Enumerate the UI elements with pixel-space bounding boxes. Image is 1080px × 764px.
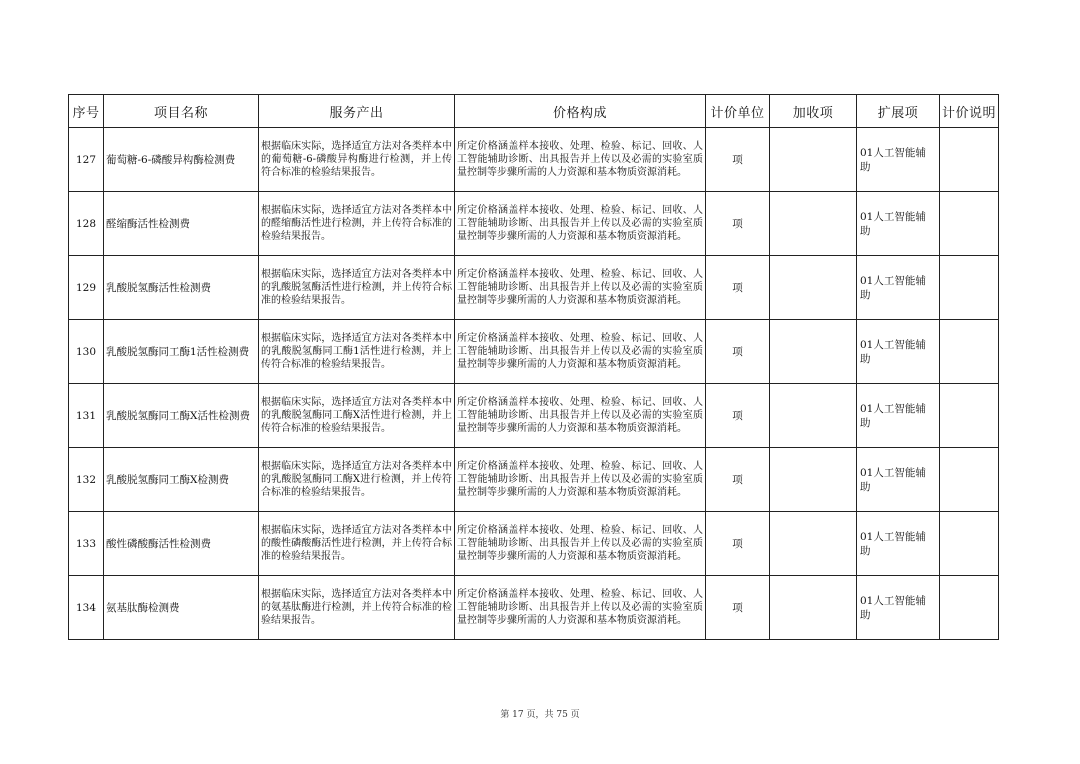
cell-service-output: 根据临床实际，选择适宜方法对各类样本中的氨基肽酶进行检测，并上传符合标准的检验结果报告。 (259, 576, 455, 640)
cell-price-composition: 所定价格涵盖样本接收、处理、检验、标记、回收、人工智能辅助诊断、出具报告并上传以及必需的实验室质量控制等步骤所需的人力资源和基本物质资源消耗。 (455, 256, 706, 320)
cell-price-composition: 所定价格涵盖样本接收、处理、检验、标记、回收、人工智能辅助诊断、出具报告并上传以及必需的实验室质量控制等步骤所需的人力资源和基本物质资源消耗。 (455, 576, 706, 640)
cell-service-output: 根据临床实际，选择适宜方法对各类样本中的酸性磷酸酶活性进行检测，并上传符合标准的检验结果报告。 (259, 512, 455, 576)
header-extension: 扩展项 (857, 95, 940, 128)
cell-no: 132 (69, 448, 104, 512)
table-body (69, 128, 999, 640)
cell-pricing-unit: 项 (706, 448, 770, 512)
table-header-row (69, 95, 999, 128)
table-row (69, 384, 999, 448)
cell-item-name: 葡萄糖-6-磷酸异构酶检测费 (104, 128, 259, 192)
header-no: 序号 (69, 95, 104, 128)
cell-service-output: 根据临床实际，选择适宜方法对各类样本中的乳酸脱氢酶同工酶1活性进行检测，并上传符合标准的检验结果报告。 (259, 320, 455, 384)
cell-extension: 01人工智能辅助 (857, 448, 940, 512)
table-row (69, 128, 999, 192)
cell-pricing-note (940, 384, 999, 448)
cell-item-name: 酸性磷酸酶活性检测费 (104, 512, 259, 576)
cell-pricing-note (940, 128, 999, 192)
cell-service-output: 根据临床实际，选择适宜方法对各类样本中的乳酸脱氢酶活性进行检测，并上传符合标准的检验结果报告。 (259, 256, 455, 320)
cell-price-composition: 所定价格涵盖样本接收、处理、检验、标记、回收、人工智能辅助诊断、出具报告并上传以及必需的实验室质量控制等步骤所需的人力资源和基本物质资源消耗。 (455, 128, 706, 192)
cell-no: 127 (69, 128, 104, 192)
cell-extension: 01人工智能辅助 (857, 512, 940, 576)
cell-no: 128 (69, 192, 104, 256)
cell-surcharge (770, 192, 857, 256)
header-item-name: 项目名称 (104, 95, 259, 128)
cell-price-composition: 所定价格涵盖样本接收、处理、检验、标记、回收、人工智能辅助诊断、出具报告并上传以及必需的实验室质量控制等步骤所需的人力资源和基本物质资源消耗。 (455, 192, 706, 256)
cell-surcharge (770, 320, 857, 384)
cell-pricing-note (940, 512, 999, 576)
cell-item-name: 乳酸脱氢酶活性检测费 (104, 256, 259, 320)
cell-price-composition: 所定价格涵盖样本接收、处理、检验、标记、回收、人工智能辅助诊断、出具报告并上传以及必需的实验室质量控制等步骤所需的人力资源和基本物质资源消耗。 (455, 320, 706, 384)
cell-surcharge (770, 448, 857, 512)
table-row (69, 512, 999, 576)
price-table (68, 94, 999, 640)
cell-extension: 01人工智能辅助 (857, 384, 940, 448)
table-row (69, 256, 999, 320)
cell-surcharge (770, 576, 857, 640)
page-number: 第 17 页，共 75 页 (500, 710, 580, 720)
cell-item-name: 醛缩酶活性检测费 (104, 192, 259, 256)
cell-pricing-unit: 项 (706, 384, 770, 448)
cell-extension: 01人工智能辅助 (857, 576, 940, 640)
header-service-output: 服务产出 (259, 95, 455, 128)
table-row (69, 576, 999, 640)
table-row (69, 192, 999, 256)
cell-item-name: 乳酸脱氢酶同工酶X检测费 (104, 448, 259, 512)
cell-price-composition: 所定价格涵盖样本接收、处理、检验、标记、回收、人工智能辅助诊断、出具报告并上传以及必需的实验室质量控制等步骤所需的人力资源和基本物质资源消耗。 (455, 448, 706, 512)
cell-item-name: 乳酸脱氢酶同工酶1活性检测费 (104, 320, 259, 384)
cell-pricing-unit: 项 (706, 576, 770, 640)
cell-extension: 01人工智能辅助 (857, 192, 940, 256)
cell-surcharge (770, 512, 857, 576)
cell-pricing-unit: 项 (706, 256, 770, 320)
cell-surcharge (770, 256, 857, 320)
cell-pricing-unit: 项 (706, 320, 770, 384)
price-table-page (68, 94, 998, 640)
table-row (69, 448, 999, 512)
cell-pricing-unit: 项 (706, 512, 770, 576)
cell-no: 134 (69, 576, 104, 640)
cell-extension: 01人工智能辅助 (857, 320, 940, 384)
cell-service-output: 根据临床实际，选择适宜方法对各类样本中的乳酸脱氢酶同工酶X活性进行检测，并上传符合标准的检验结果报告。 (259, 384, 455, 448)
cell-price-composition: 所定价格涵盖样本接收、处理、检验、标记、回收、人工智能辅助诊断、出具报告并上传以及必需的实验室质量控制等步骤所需的人力资源和基本物质资源消耗。 (455, 384, 706, 448)
cell-no: 133 (69, 512, 104, 576)
header-pricing-unit: 计价单位 (706, 95, 770, 128)
header-pricing-note: 计价说明 (940, 95, 999, 128)
cell-pricing-note (940, 448, 999, 512)
cell-extension: 01人工智能辅助 (857, 256, 940, 320)
cell-pricing-note (940, 576, 999, 640)
cell-no: 131 (69, 384, 104, 448)
cell-price-composition: 所定价格涵盖样本接收、处理、检验、标记、回收、人工智能辅助诊断、出具报告并上传以及必需的实验室质量控制等步骤所需的人力资源和基本物质资源消耗。 (455, 512, 706, 576)
cell-service-output: 根据临床实际，选择适宜方法对各类样本中的醛缩酶活性进行检测，并上传符合标准的检验结果报告。 (259, 192, 455, 256)
cell-pricing-note (940, 256, 999, 320)
cell-extension: 01人工智能辅助 (857, 128, 940, 192)
table-row (69, 320, 999, 384)
cell-no: 129 (69, 256, 104, 320)
header-surcharge: 加收项 (770, 95, 857, 128)
cell-no: 130 (69, 320, 104, 384)
cell-surcharge (770, 128, 857, 192)
cell-pricing-note (940, 192, 999, 256)
cell-service-output: 根据临床实际，选择适宜方法对各类样本中的葡萄糖-6-磷酸异构酶进行检测，并上传符合标准的检验结果报告。 (259, 128, 455, 192)
cell-pricing-unit: 项 (706, 128, 770, 192)
cell-surcharge (770, 384, 857, 448)
cell-pricing-unit: 项 (706, 192, 770, 256)
cell-pricing-note (940, 320, 999, 384)
cell-item-name: 乳酸脱氢酶同工酶X活性检测费 (104, 384, 259, 448)
cell-item-name: 氨基肽酶检测费 (104, 576, 259, 640)
header-price-composition: 价格构成 (455, 95, 706, 128)
cell-service-output: 根据临床实际，选择适宜方法对各类样本中的乳酸脱氢酶同工酶X进行检测，并上传符合标准的检验结果报告。 (259, 448, 455, 512)
